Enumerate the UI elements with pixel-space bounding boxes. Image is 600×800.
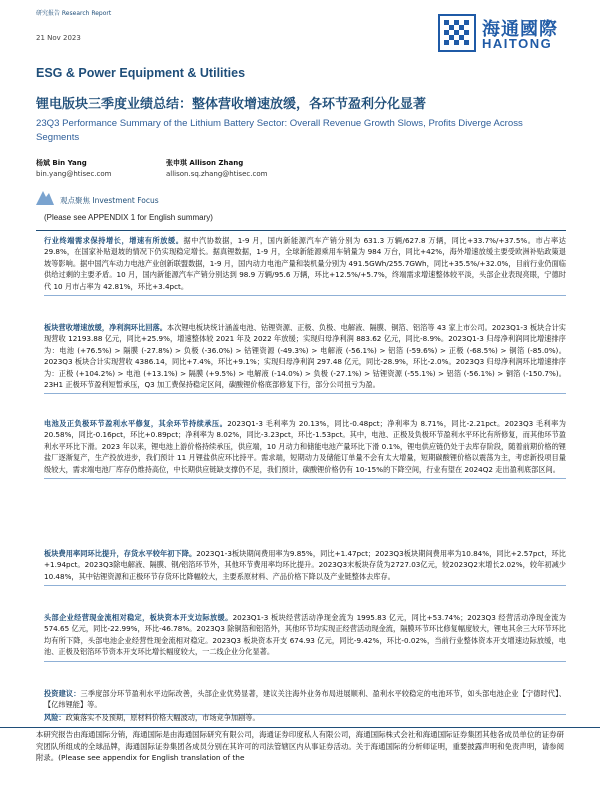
- haitong-logo: [438, 14, 566, 54]
- paragraph-text: 政策落实不及预期，原材料价格大幅波动，市场竞争加剧等。: [65, 713, 260, 722]
- paragraph-text: 据中汽协数据，1-9 月，国内新能源汽车产销分别为 631.3 万辆/627.8 万辆，同比+33.7%/+37.5%。市占率达 29.8%，在国家补贴退坡的情况下仍实现稳定增长。据真锂数据，1-9 月，全球新能源乘用车销量为 984 万台，同比+42%，海外增速放缓主要受欧洲补贴政策退坡等影响。据中国汽车动力电池产业创新联盟数据，1-9 月，国内动力电池产量和装机量分别为 491.5GWh/255.7GWh，同比+35.5%/+32.0%，目前行业仍面临供给过剩的主要矛盾。10 月，国内新能源汽车产销分别达到 98.9 万辆/95.6 万辆，环比+12.5%/+5.7%，终端需求增速整体较平淡，头部企业表现亮眼，宁德时代 10 月市占率为 42.81%，环比+3.4pct。: [44, 236, 566, 291]
- footer-disclaimer: 本研究报告由海通国际分销，海通国际是由海通国际研究有限公司，海通证券印度私人有限公司，海通国际株式会社和海通国际证券集团其他各成员单位的证券研究团队所组成的全球品牌，海通国际证券集团各成员分别在其许可的司法管辖区内从事证券活动。关于海通国际的分析师证明，重要披露声明和免责声明，请参阅附录。(Please see appendix for English translation of the: [36, 730, 564, 763]
- paragraph-lead: 投资建议：: [44, 689, 81, 698]
- paragraph-expenses: [44, 548, 566, 586]
- paragraph-risk: [44, 712, 566, 726]
- paragraph-investment-advice: [44, 688, 566, 715]
- author-email[interactable]: bin.yang@htisec.com: [36, 169, 112, 178]
- haitong-logo-icon: [438, 14, 476, 52]
- report-date: 21 Nov 2023: [36, 33, 81, 42]
- paragraph-text: 2023Q1-3 毛利率为 20.13%，同比-0.48pct；净利率为 8.71%，同比-2.21pct。2023Q3 毛利率为 20.58%，同比-0.16pct，环比+0.89pct；净利率为 8.02%，同比-3.23pct，环比-1.53pct。其中，电池、正极及负极环节盈利水平环比有所修复，而其他环节盈利水平环比下滑。2023 年以来，锂电池上游价格持续承压，供应端，10 月动力和储能电池产量环比下滑 0.1%，锂电供应链仍处于去库存阶段，随着前期价格的锂盐厂逐渐复产，生产投放进步，我们预计 11 月锂盐供应环比持平。需求端，短期动力及储能订单量不会有太大增量，短期碳酸锂价格以震荡为主，考虑新投项目量级较大，需求端电池厂库存仍维持高位，中长期供应链缺支撑仍不足，我们预计，碳酸锂价格仍有 10-15%的下降空间，行业有望在 2024Q2 走出盈利底部区间。: [44, 419, 566, 474]
- paragraph-demand: [44, 235, 566, 296]
- report-meta: [36, 10, 111, 42]
- paragraph-revenue: [44, 322, 566, 394]
- author-name: 杨斌 Bin Yang: [36, 159, 87, 167]
- author-name: 张申琪 Allison Zhang: [166, 159, 244, 167]
- report-title-cn: 锂电版块三季度业绩总结：整体营收增速放缓，各环节盈利分化显著: [36, 97, 427, 112]
- paragraph-lead: 板块营收增速放缓，净利润环比回落。: [44, 323, 167, 332]
- paragraph-text: 2023Q1-3 板块经营活动净现金流为 1995.83 亿元，同比+53.74%；2023Q3 经营活动净现金流为 574.65 亿元，同比-22.99%，环比-46.78%。2023Q3 除铜箔和铝箔外，其他环节均实现正经营活动现金流，隔膜环节环比修复幅度较大，锂电其余三大环节环比均有所下降，头部电池企业经营性现金流相对稳定。2023Q3 板块资本开支 674.93 亿元，同比-9.42%，环比-0.02%，当前行业整体资本开支增速边际放缓，电池、正极及铝箔环节资本开支环比增长幅度较大，一二线企业分化显著。: [44, 613, 566, 657]
- paragraph-text: 本次锂电板块统计涵盖电池、钴锂资源、正极、负极、电解液、隔膜、铜箔、铝箔等 43 家上市公司。2023Q1-3 板块合计实现营收 12193.88 亿元，同比+25.9%，增速整体较 2021 年及 2022 年放缓；实现归母净利润 883.62 亿元，同比-8.9%。2023Q1-3 归母净利润同比增速排序为：电池 (+76.5%) > 隔膜 (-27.8%) > 负极 (-36.0%) > 钴锂资源 (-49.3%) > 电解液 (-56.1%) > 铝箔 (-59.6%) > 正极 (-68.5%) > 铜箔 (-85.0%)。2023Q3 板块合计实现营收 4386.14，同比+7.4%，环比+9.1%；实现归母净利润 297.48 亿元，同比-28.9%，环比-2.0%。2023Q3 归母净利润环比增速排序为：正极 (+104.2%) > 电池 (+13.1%) > 隔膜 (+9.5%) > 电解液 (-14.0%) > 负极 (-27.1%) > 钴锂资源 (-55.1%) > 铝箔 (-56.1%) > 铜箔 (-150.7%)。23H1 正极环节盈利短暂承压，Q3 加工费保持稳定区间，碳酸锂价格底部修复下行，部分公司扭亏为盈。: [44, 323, 566, 390]
- section-divider: [36, 230, 566, 231]
- paragraph-cashflow: [44, 612, 566, 662]
- logo-text-en: HAITONG: [482, 36, 553, 51]
- investment-focus-icon: [36, 191, 54, 205]
- author-block-2: [166, 158, 267, 180]
- author-email[interactable]: allison.sq.zhang@htisec.com: [166, 169, 268, 178]
- investment-focus-label: 观点聚焦 Investment Focus: [60, 196, 159, 205]
- report-title-en: 23Q3 Performance Summary of the Lithium Battery Sector: Overall Revenue Growth Slows, Profits Diverge Across Segments: [36, 118, 523, 143]
- footer-divider: [0, 727, 600, 728]
- sector-title: ESG & Power Equipment & Utilities: [36, 66, 246, 80]
- report-type-label: 研究报告 Research Report: [36, 10, 112, 17]
- paragraph-margins: [44, 418, 566, 479]
- author-block-1: [36, 158, 111, 180]
- logo-text-cn: 海通國際: [482, 19, 558, 40]
- paragraph-text: 2023Q1-3板块期间费用率为9.85%，同比+1.47pct；2023Q3板块期间费用率为10.84%，同比+2.57pct，环比+1.94pct。2023Q3除电解液、隔膜、钢/铝箔环节外，其他环节费用率均环比提升。2023Q3末板块存货为2727.03亿元，较2023Q2末增长2.02%，较年初减少10.48%，其中钴锂资源和正极环节存货环比降幅较大，主要系原材料、产品价格下降以及产业链整体去库存。: [44, 549, 566, 581]
- paragraph-lead: 头部企业经营现金流相对稳定，板块资本开支边际放缓。: [44, 613, 233, 622]
- paragraph-lead: 板块费用率同环比提升，存货水平较年初下降。: [44, 549, 197, 558]
- paragraph-text: 三季度部分环节盈利水平边际改善，头部企业优势显著，建议关注海外业务布局进展顺利、盈利水平较稳定的电池环节，如头部电池企业【宁德时代】、【亿纬锂能】等。: [44, 689, 566, 710]
- paragraph-lead: 风险：: [44, 713, 66, 722]
- paragraph-lead: 电池及正负极环节盈利水平修复，其余环节持续承压。: [44, 419, 228, 428]
- appendix-note: (Please see APPENDIX 1 for English summary): [44, 213, 213, 222]
- paragraph-lead: 行业终端需求保持增长，增速有所放缓。: [44, 236, 184, 245]
